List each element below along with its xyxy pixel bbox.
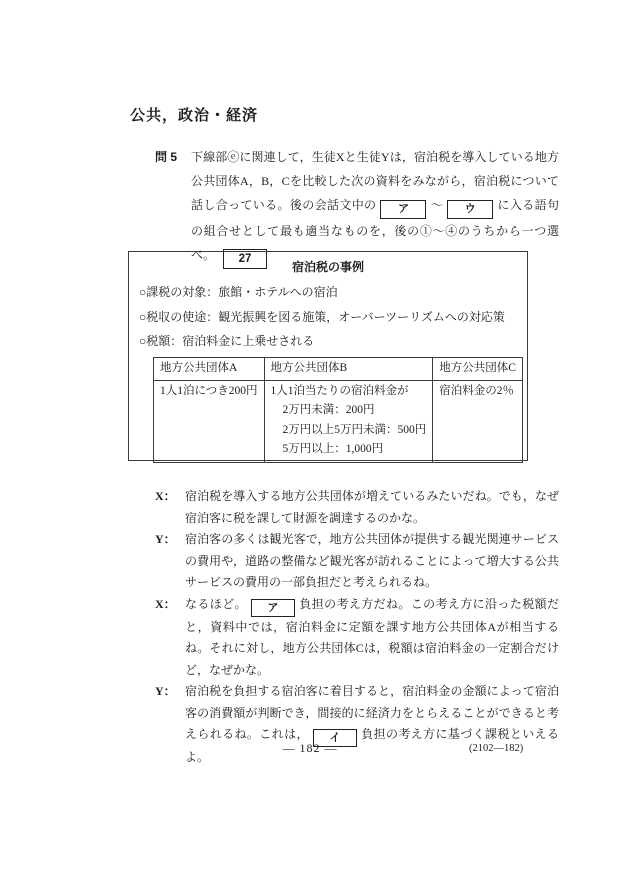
table-cell-municipality-b: [264, 380, 433, 462]
speaker-label: X：: [155, 489, 176, 503]
table-header-municipality-a: 地方公共団体A: [154, 357, 265, 380]
speech-segment: 宿泊税を負担する宿泊客に着目すると，宿泊料金の金額によって宿泊客の消費額が判断でき，間接的に経済力をとらえることができると考えられるね。これは，: [185, 684, 559, 741]
blank-box-a: ア: [380, 200, 426, 219]
speech-text: [185, 486, 559, 529]
dialogue-line-y1: [155, 529, 559, 594]
table-header-municipality-b: 地方公共団体B: [264, 357, 433, 380]
footer-document-code: (2102—182): [469, 743, 524, 754]
speaker-label: X：: [155, 596, 176, 611]
question-number-label: 問 5: [155, 150, 178, 164]
bullet-tax-target: ○課税の対象：旅館・ホテルへの宿泊: [139, 285, 338, 299]
footer-page-number: — 182 —: [282, 741, 338, 755]
cell-c-line: 宿泊料金の2％: [439, 384, 515, 397]
speech-segment: 宿泊客の多くは観光客で，地方公共団体が提供する観光関連サービスの費用や，道路の整備など観光客が訪れることによって増大する公共サービスの費用の一部負担だと考えられるね。: [185, 532, 559, 589]
dialogue-line-x2: [155, 594, 559, 682]
cell-b-line-3: 2万円以上5万円未満：500円: [282, 423, 427, 436]
cell-a-line: 1人1泊につき200円: [160, 384, 258, 397]
table-header-municipality-c: 地方公共団体C: [433, 357, 523, 380]
table-header-row: [154, 357, 523, 380]
table-cell-municipality-c: [433, 380, 523, 462]
dialogue-line-x1: [155, 486, 559, 529]
speech-text: [185, 594, 559, 682]
speech-segment: 負担の考え方だね。この考え方に沿った税額だと，資料中では，宿泊料金に定額を課す地方公共団体Aが相当するね。それに対し，地方公共団体Cは，税額は宿泊料金の一定割合だけど，なぜかな。: [185, 596, 559, 677]
speech-text: [185, 529, 559, 594]
table-cell-municipality-a: [154, 380, 265, 462]
municipality-comparison-table: [153, 357, 523, 463]
bullet-tax-amount: ○税額：宿泊料金に上乗せされる: [139, 334, 315, 348]
blank-box-u: ウ: [447, 200, 493, 219]
question-text-after: に入る語句の組合せとして最も適当なものを，後の①〜④のうちから一つ選べ。: [191, 198, 559, 262]
cell-b-line-4: 5万円以上：1,000円: [282, 443, 384, 455]
speech-segment: 負担の考え方に基づく課税といえるよ。: [185, 727, 559, 764]
dialogue-block: [155, 486, 559, 769]
speaker-label: Y：: [155, 532, 176, 546]
speaker-label: Y：: [155, 684, 176, 698]
speech-segment: なるほど。: [185, 596, 247, 611]
answer-number-box: 27: [223, 249, 267, 269]
page-title: 公共，政治・経済: [130, 107, 259, 124]
blank-box-a-inline: ア: [251, 599, 295, 617]
tilde-separator: 〜: [430, 198, 444, 212]
question-text-before: 下線部ⓔに関連して，生徒Xと生徒Yは，宿泊税を導入している地方公共団体A，B，Cを比較した次の資料をみながら，宿泊税について話し合っている。後の会話文中の: [191, 150, 559, 212]
tax-example-box: [128, 251, 528, 461]
speech-segment: 宿泊税を導入する地方公共団体が増えているみたいだね。でも，なぜ宿泊客に税を課して財源を調達するのかな。: [185, 489, 559, 525]
cell-b-line-1: 1人1泊当たりの宿泊料金が: [270, 384, 409, 397]
example-box-title: 宿泊税の事例: [291, 260, 364, 274]
blank-box-i-inline: イ: [313, 729, 357, 747]
bullet-tax-usage: ○税収の使途：観光振興を図る施策，オーバーツーリズムへの対応策: [139, 309, 505, 324]
cell-b-line-2: 2万円未満：200円: [282, 404, 375, 416]
table-body-row: [154, 380, 523, 462]
